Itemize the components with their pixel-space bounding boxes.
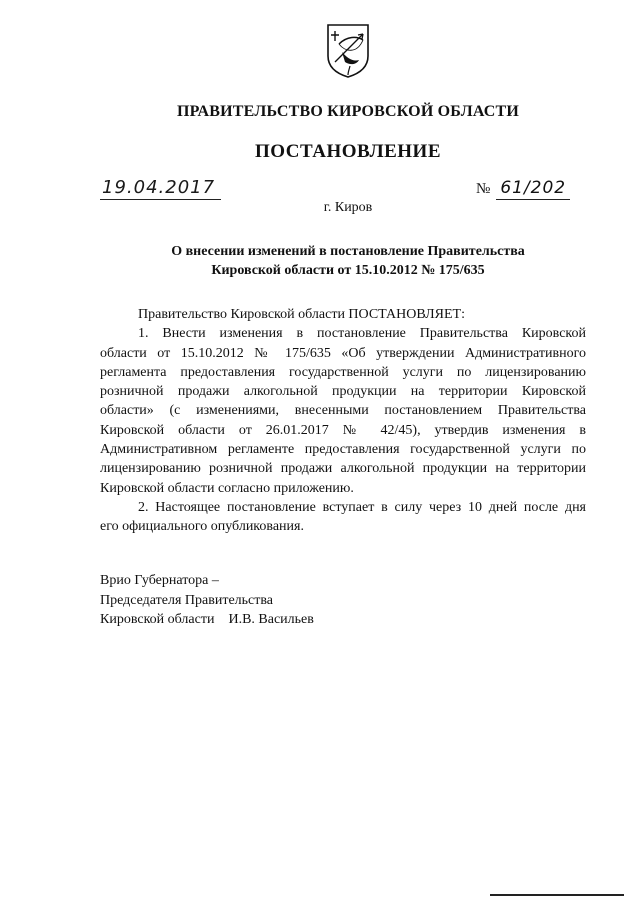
signature-block bbox=[100, 571, 314, 630]
government-title: ПРАВИТЕЛЬСТВО КИРОВСКОЙ ОБЛАСТИ bbox=[176, 103, 520, 120]
signature-title-line: Председателя Правительства bbox=[100, 592, 274, 608]
paragraph-line: регламента предоставления государственной услуги по лицензированию bbox=[100, 364, 586, 380]
paragraph-line: розничной продажи алкогольной продукции на территории Кировской bbox=[100, 384, 586, 400]
intro-line: Правительство Кировской области ПОСТАНОВЛЯЕТ: bbox=[138, 307, 465, 322]
handwritten-date: 19.04.2017 bbox=[100, 177, 221, 200]
paragraph-line: Кировской области согласно приложению. bbox=[100, 480, 354, 496]
paragraph-line: его официального опубликования. bbox=[100, 519, 304, 535]
document-body bbox=[100, 305, 586, 537]
signature-region: Кировской области bbox=[100, 612, 215, 627]
paragraph-line: Административном регламенте предоставления государственной услуги по bbox=[100, 442, 586, 458]
handwritten-number: 61/202 bbox=[496, 178, 570, 200]
paragraph-line: Кировской области от 26.01.2017 № 42/45), утвердив изменения в bbox=[100, 422, 586, 438]
signatory-name: И.В. Васильев bbox=[228, 612, 314, 627]
signature-title-line: Врио Губернатора – bbox=[100, 573, 219, 588]
number-label: № bbox=[476, 181, 491, 197]
document-type-heading: ПОСТАНОВЛЕНИЕ bbox=[254, 141, 442, 162]
kirov-oblast-coat-of-arms-icon bbox=[325, 22, 371, 78]
paragraph-line: 2. Настоящее постановление вступает в силу через 10 дней после дня bbox=[138, 499, 586, 515]
paragraph-line: области» (с изменениями, внесенными постановлением Правительства bbox=[100, 403, 586, 419]
paragraph-line: лицензированию розничной продажи алкогольной продукции на территории bbox=[100, 461, 586, 477]
subject-line: Кировской области от 15.10.2012 № 175/635 bbox=[211, 263, 485, 278]
paragraph-line: 1. Внести изменения в постановление Правительства Кировской bbox=[138, 326, 586, 342]
document-subject bbox=[0, 242, 640, 280]
paragraph-line: области от 15.10.2012 № 175/635 «Об утверждении Административного bbox=[100, 345, 586, 361]
subject-line: О внесении изменений в постановление Правительства bbox=[171, 244, 525, 259]
city-line: г. Киров bbox=[323, 200, 373, 215]
signature-title-line bbox=[100, 610, 314, 630]
scan-edge-mark bbox=[490, 893, 624, 897]
document-number bbox=[476, 178, 570, 198]
